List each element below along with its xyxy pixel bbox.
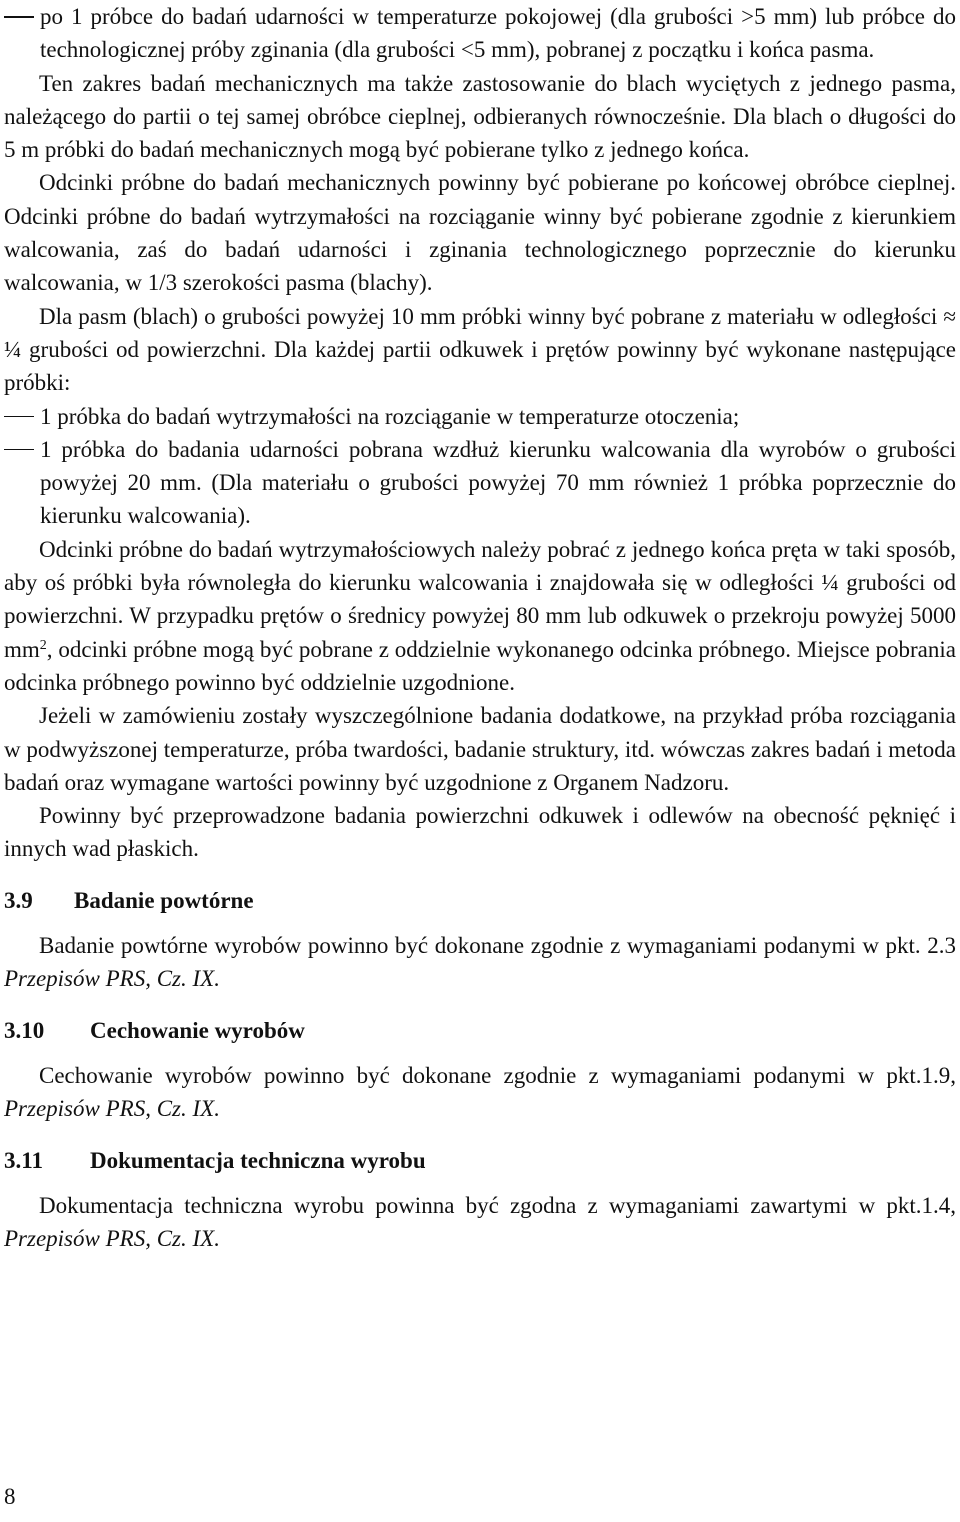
section-title: Badanie powtórne [74,887,254,913]
paragraph: Dla pasm (blach) o grubości powyżej 10 mm próbki winny być pobrane z materiału w odległości ≈ ¼ grubości od powierzchni. Dla każdej partii odkuwek i prętów powinny być wykonane następujące próbki: [4,303,956,396]
section-heading [4,884,956,917]
paragraph: Ten zakres badań mechanicznych ma także zastosowanie do blach wyciętych z jednego pasma, należącego do partii o tej samej obróbce cieplnej, odbieranych równocześnie. Dla blach o długości do 5 m próbki do badań mechanicznych mogą być pobierane tylko z jednego końca. [4,70,956,163]
reference: Przepisów PRS, Cz. IX. [4,966,220,992]
section-title: Cechowanie wyrobów [90,1017,305,1043]
section-title: Dokumentacja techniczna wyrobu [90,1147,426,1173]
section-number: 3.9 [4,887,33,913]
paragraph-text: , odcinki próbne mogą być pobrane z oddzielnie wykonanego odcinka próbnego. Miejsce pobrania odcinka próbnego powinno być oddzielnie uzgodnione. [4,636,956,695]
section-number: 3.11 [4,1147,43,1173]
paragraph: Powinny być przeprowadzone badania powierzchni odkuwek i odlewów na obecność pęknięć i innych wad płaskich. [4,803,956,862]
page-number: 8 [4,1484,16,1509]
reference: Przepisów PRS, Cz. IX. [4,1226,220,1252]
reference: Przepisów PRS, Cz. IX. [4,1096,220,1122]
paragraph [4,533,956,699]
section-heading [4,1144,956,1177]
bullet-item [4,433,956,533]
document-page [4,0,956,1255]
paragraph [4,1059,956,1126]
paragraph-text: Badanie powtórne wyrobów powinno być dokonane zgodnie z wymaganiami podanymi w pkt. 2.3 [39,933,956,959]
section-number: 3.10 [4,1017,45,1043]
paragraph: Jeżeli w zamówieniu zostały wyszczególnione badania dodatkowe, na przykład próba rozciągania w podwyższonej temperaturze, próba twardości, badanie struktury, itd. wówczas zakres badań i metoda badań oraz wymagane wartości powinny być uzgodnione z Organem Nadzoru. [4,703,956,795]
paragraph: Odcinki próbne do badań mechanicznych powinny być pobierane po końcowej obróbce cieplnej. Odcinki próbne do badań wytrzymałości na rozciąganie winny być pobierane zgodnie z kierunkiem walcowania, zaś do badań udarności i zginania technologicznego poprzecznie do kierunku walcowania, w 1/3 szerokości pasma (blachy). [4,170,956,296]
section-heading [4,1014,956,1047]
bullet-text: po 1 próbce do badań udarności w temperaturze pokojowej (dla grubości >5 mm) lub próbce do technologicznej próby zginania (dla grubości <5 mm), pobranej z początku i końca pasma. [40,4,956,63]
bullet-item [4,0,956,67]
paragraph-text: Odcinki próbne do badań wytrzymałościowych należy pobrać z jednego końca pręta w taki sposób, aby oś próbki była równoległa do kierunku walcowania i znajdowała się w odległości ¼ grubości od powierzchni. W przypadku prętów o średnicy powyżej 80 mm lub odkuwek o przekroju powyżej 5000 mm [4,536,956,662]
bullet-item [4,400,956,433]
paragraph [4,1189,956,1256]
paragraph-text: Cechowanie wyrobów powinno być dokonane zgodnie z wymaganiami podanymi w pkt.1.9, [39,1062,956,1088]
paragraph-text: Dokumentacja techniczna wyrobu powinna być zgodna z wymaganiami zawartymi w pkt.1.4, [39,1192,956,1218]
superscript: 2 [39,637,47,653]
bullet-text: 1 próbka do badań wytrzymałości na rozciąganie w temperaturze otoczenia; [40,403,740,429]
paragraph [4,929,956,996]
bullet-text: 1 próbka do badania udarności pobrana wzdłuż kierunku walcowania dla wyrobów o grubości powyżej 20 mm. (Dla materiału o grubości powyżej 70 mm również 1 próbka poprzecznie do kierunku walcowania). [40,436,956,529]
